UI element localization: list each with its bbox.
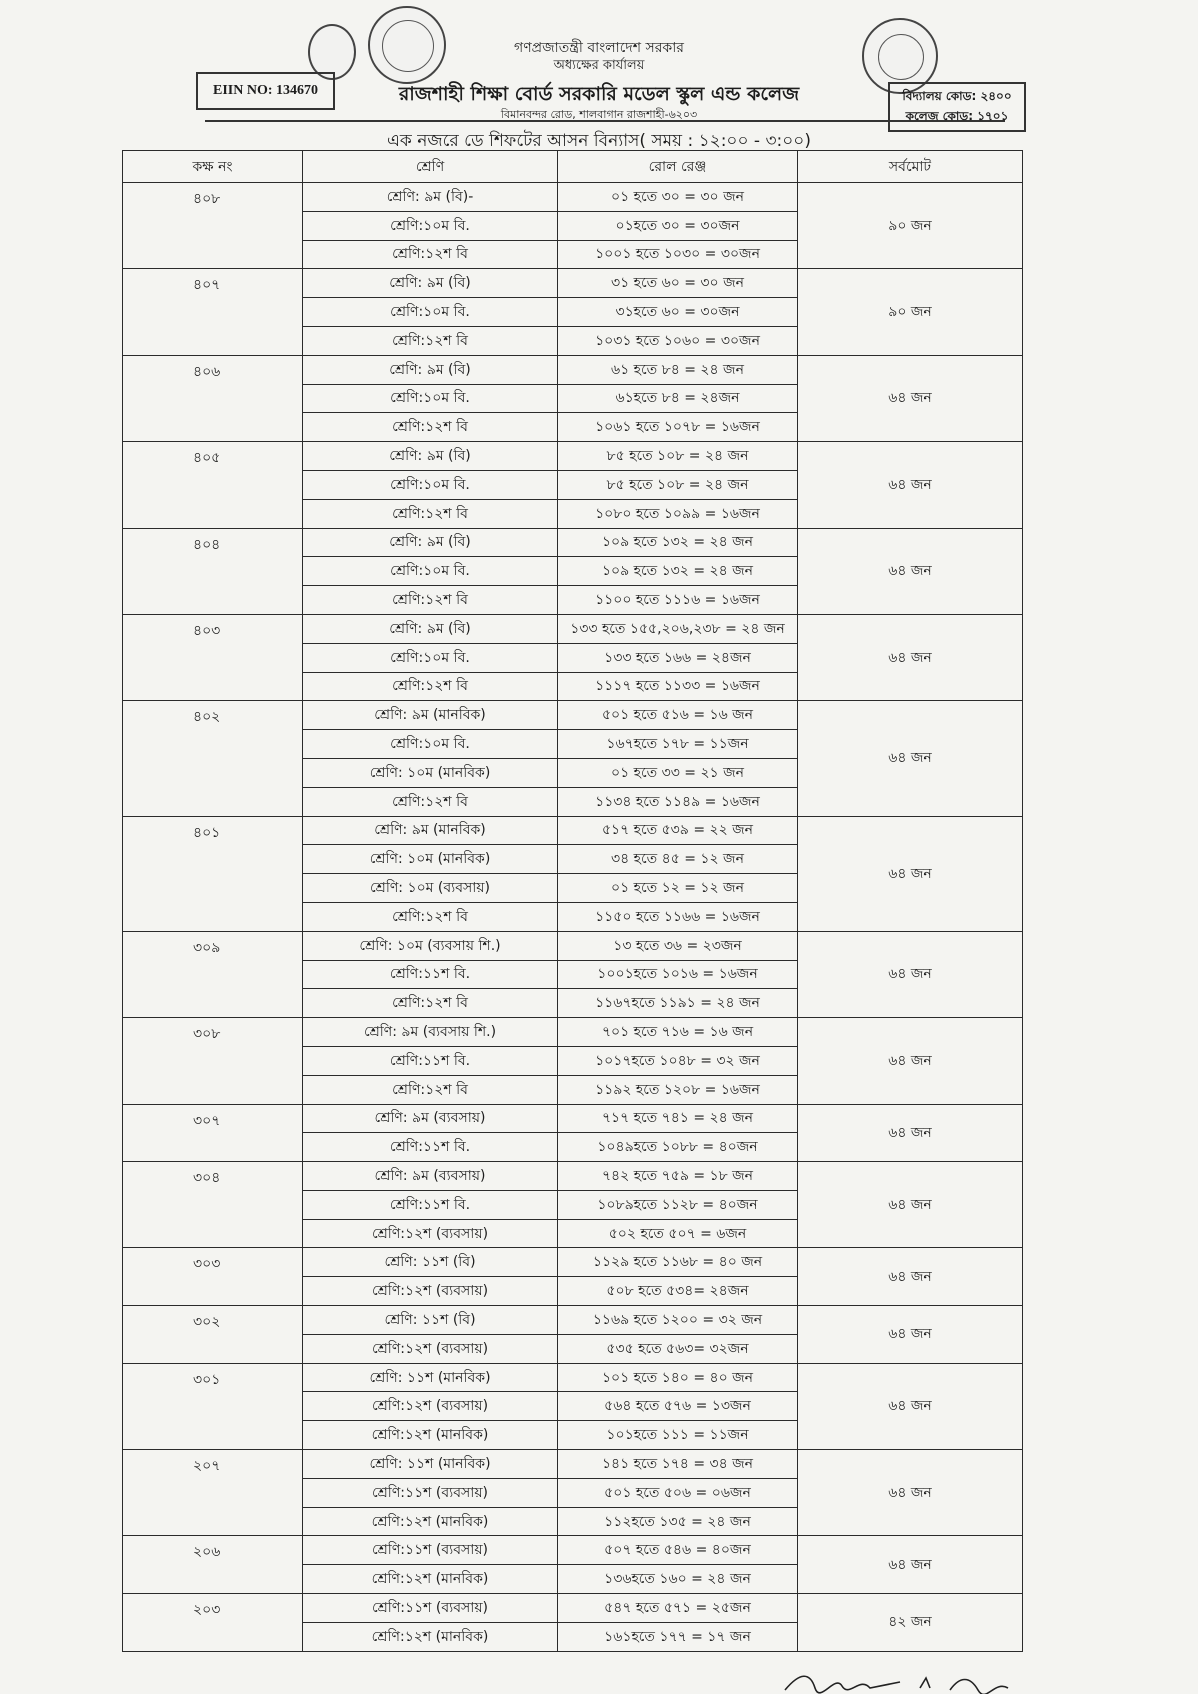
- class-cell: শ্রেণি:১২শ বি: [303, 326, 558, 355]
- page-title: এক নজরে ডে শিফটের আসন বিন্যাস( সময় : ১২:০০ - ৩:০০): [387, 131, 811, 151]
- table-row: [123, 1363, 1023, 1392]
- class-cell: শ্রেণি:১১শ বি.: [303, 1133, 558, 1162]
- roll-range-cell: ৫৪৭ হতে ৫৭১ = ২৫জন: [558, 1594, 798, 1623]
- class-cell: শ্রেণি: ৯ম (ব্যবসায় শি.): [303, 1018, 558, 1047]
- room-number: ৪০৬: [123, 355, 303, 441]
- table-row: [123, 528, 1023, 557]
- total-cell: ৬৪ জন: [798, 1450, 1023, 1536]
- roll-range-cell: ১০৯ হতে ১৩২ = ২৪ জন: [558, 557, 798, 586]
- roll-range-cell: ১০৮৯হতে ১১২৮ = ৪০জন: [558, 1190, 798, 1219]
- class-cell: শ্রেণি: ১০ম (মানবিক): [303, 845, 558, 874]
- class-cell: শ্রেণি: ৯ম (বি): [303, 614, 558, 643]
- table-row: [123, 1450, 1023, 1479]
- roll-range-cell: ০১হতে ৩০ = ৩০জন: [558, 211, 798, 240]
- table-row: [123, 269, 1023, 298]
- class-cell: শ্রেণি: ৯ম (মানবিক): [303, 701, 558, 730]
- class-cell: শ্রেণি:১১শ (ব্যবসায়): [303, 1478, 558, 1507]
- roll-range-cell: ৩৪ হতে ৪৫ = ১২ জন: [558, 845, 798, 874]
- office-name: অধ্যক্ষের কার্যালয়: [553, 58, 645, 73]
- total-cell: ৬৪ জন: [798, 1162, 1023, 1248]
- total-cell: ৪২ জন: [798, 1594, 1023, 1652]
- class-cell: শ্রেণি: ১০ম (মানবিক): [303, 758, 558, 787]
- total-cell: ৬৪ জন: [798, 1104, 1023, 1162]
- total-cell: ৬৪ জন: [798, 1306, 1023, 1364]
- room-number: ৩০৯: [123, 931, 303, 1017]
- roll-range-cell: ১১১৭ হতে ১১৩৩ = ১৬জন: [558, 672, 798, 701]
- roll-range-cell: ১০৩১ হতে ১০৬০ = ৩০জন: [558, 326, 798, 355]
- roll-range-cell: ১০৬১ হতে ১০৭৮ = ১৬জন: [558, 413, 798, 442]
- room-number: ৪০২: [123, 701, 303, 816]
- roll-range-cell: ১৪১ হতে ১৭৪ = ৩৪ জন: [558, 1450, 798, 1479]
- class-cell: শ্রেণি:১১শ বি.: [303, 1190, 558, 1219]
- table-row: [123, 614, 1023, 643]
- total-cell: ৬৪ জন: [798, 442, 1023, 528]
- room-number: ৪০১: [123, 816, 303, 931]
- class-cell: শ্রেণি:১২শ বি: [303, 902, 558, 931]
- class-cell: শ্রেণি:১২শ (মানবিক): [303, 1421, 558, 1450]
- class-cell: শ্রেণি: ১১শ (মানবিক): [303, 1363, 558, 1392]
- room-number: ৪০৭: [123, 269, 303, 355]
- roll-range-cell: ১৩৬হতে ১৬০ = ২৪ জন: [558, 1565, 798, 1594]
- header-divider: [205, 120, 1005, 122]
- room-number: ৪০৫: [123, 442, 303, 528]
- total-cell: ৬৪ জন: [798, 355, 1023, 441]
- roll-range-cell: ১৩৩ হতে ১৬৬ = ২৪জন: [558, 643, 798, 672]
- table-row: [123, 931, 1023, 960]
- class-cell: শ্রেণি:১০ম বি.: [303, 557, 558, 586]
- total-cell: ৬৪ জন: [798, 816, 1023, 931]
- roll-range-cell: ১৩৩ হতে ১৫৫,২০৬,২৩৮ = ২৪ জন: [558, 614, 798, 643]
- class-cell: শ্রেণি:১২শ (ব্যবসায়): [303, 1392, 558, 1421]
- class-cell: শ্রেণি:১০ম বি.: [303, 211, 558, 240]
- class-cell: শ্রেণি: ১১শ (বি): [303, 1306, 558, 1335]
- total-cell: ৬৪ জন: [798, 1536, 1023, 1594]
- roll-range-cell: ৬১ হতে ৮৪ = ২৪ জন: [558, 355, 798, 384]
- roll-range-cell: ৫০৭ হতে ৫৪৬ = ৪০জন: [558, 1536, 798, 1565]
- roll-range-cell: ১০১৭হতে ১০৪৮ = ৩২ জন: [558, 1046, 798, 1075]
- class-cell: শ্রেণি:১১শ বি.: [303, 1046, 558, 1075]
- code-box: [888, 82, 1026, 132]
- eiin-number: EIIN NO: 134670: [196, 72, 335, 110]
- roll-range-cell: ৫০৮ হতে ৫৩৪= ২৪জন: [558, 1277, 798, 1306]
- class-cell: শ্রেণি:১২শ (মানবিক): [303, 1622, 558, 1651]
- room-number: ৩০৪: [123, 1162, 303, 1248]
- class-cell: শ্রেণি: ১০ম (ব্যবসায় শি.): [303, 931, 558, 960]
- total-cell: ৬৪ জন: [798, 1363, 1023, 1449]
- roll-range-cell: ৭১৭ হতে ৭৪১ = ২৪ জন: [558, 1104, 798, 1133]
- roll-range-cell: ০১ হতে ৩০ = ৩০ জন: [558, 183, 798, 212]
- class-cell: শ্রেণি: ১০ম (ব্যবসায়): [303, 874, 558, 903]
- room-number: ৪০৮: [123, 183, 303, 269]
- class-cell: শ্রেণি:১০ম বি.: [303, 730, 558, 759]
- class-cell: শ্রেণি:১২শ বি: [303, 499, 558, 528]
- roll-range-cell: ৩১হতে ৬০ = ৩০জন: [558, 298, 798, 327]
- total-cell: ৬৪ জন: [798, 1018, 1023, 1104]
- seat-plan-table: [122, 150, 1023, 1652]
- total-cell: ৬৪ জন: [798, 931, 1023, 1017]
- class-cell: শ্রেণি: ৯ম (মানবিক): [303, 816, 558, 845]
- class-cell: শ্রেণি:১২শ (ব্যবসায়): [303, 1277, 558, 1306]
- room-number: ২০৩: [123, 1594, 303, 1652]
- roll-range-cell: ৫৬৪ হতে ৫৭৬ = ১৩জন: [558, 1392, 798, 1421]
- roll-range-cell: ১৩ হতে ৩৬ = ২৩জন: [558, 931, 798, 960]
- room-number: ২০৭: [123, 1450, 303, 1536]
- table-row: [123, 701, 1023, 730]
- class-cell: শ্রেণি:১২শ বি: [303, 586, 558, 615]
- header-roll-range: রোল রেঞ্জ: [558, 151, 798, 183]
- roll-range-cell: ১০৪৯হতে ১০৮৮ = ৪০জন: [558, 1133, 798, 1162]
- table-row: [123, 183, 1023, 212]
- class-cell: শ্রেণি:১০ম বি.: [303, 643, 558, 672]
- roll-range-cell: ৭৪২ হতে ৭৫৯ = ১৮ জন: [558, 1162, 798, 1191]
- class-cell: শ্রেণি:১১শ (ব্যবসায়): [303, 1594, 558, 1623]
- total-cell: ৬৪ জন: [798, 614, 1023, 700]
- school-code: বিদ্যালয় কোড: ২৪০০: [902, 89, 1012, 103]
- roll-range-cell: ৫১৭ হতে ৫৩৯ = ২২ জন: [558, 816, 798, 845]
- roll-range-cell: ৮৫ হতে ১০৮ = ২৪ জন: [558, 470, 798, 499]
- class-cell: শ্রেণি: ৯ম (বি): [303, 269, 558, 298]
- roll-range-cell: ১৬৭হতে ১৭৮ = ১১জন: [558, 730, 798, 759]
- table-header-row: [123, 151, 1023, 183]
- roll-range-cell: ১০৯ হতে ১৩২ = ২৪ জন: [558, 528, 798, 557]
- class-cell: শ্রেণি:১২শ (মানবিক): [303, 1507, 558, 1536]
- institution-name: রাজশাহী শিক্ষা বোর্ড সরকারি মডেল স্কুল এন্ড কলেজ: [398, 83, 800, 105]
- class-cell: শ্রেণি:১২শ (ব্যবসায়): [303, 1219, 558, 1248]
- roll-range-cell: ৫৩৫ হতে ৫৬৩= ৩২জন: [558, 1334, 798, 1363]
- total-cell: ৯০ জন: [798, 183, 1023, 269]
- class-cell: শ্রেণি: ১১শ (বি): [303, 1248, 558, 1277]
- table-row: [123, 1248, 1023, 1277]
- total-cell: ৬৪ জন: [798, 528, 1023, 614]
- government-name: গণপ্রজাতন্ত্রী বাংলাদেশ সরকার: [514, 40, 684, 56]
- roll-range-cell: ১১৬৭হতে ১১৯১ = ২৪ জন: [558, 989, 798, 1018]
- roll-range-cell: ১৬১হতে ১৭৭ = ১৭ জন: [558, 1622, 798, 1651]
- class-cell: শ্রেণি:১২শ বি: [303, 1075, 558, 1104]
- table-row: [123, 1018, 1023, 1047]
- class-cell: শ্রেণি: ৯ম (ব্যবসায়): [303, 1104, 558, 1133]
- class-cell: শ্রেণি: ৯ম (বি): [303, 442, 558, 471]
- header-class: শ্রেণি: [303, 151, 558, 183]
- seat-plan-body: [123, 183, 1023, 1652]
- class-cell: শ্রেণি:১০ম বি.: [303, 384, 558, 413]
- class-cell: শ্রেণি: ৯ম (ব্যবসায়): [303, 1162, 558, 1191]
- room-number: ৩০৭: [123, 1104, 303, 1162]
- roll-range-cell: ১০১ হতে ১৪০ = ৪০ জন: [558, 1363, 798, 1392]
- table-row: [123, 442, 1023, 471]
- room-number: ৩০৩: [123, 1248, 303, 1306]
- roll-range-cell: ১০৮০ হতে ১০৯৯ = ১৬জন: [558, 499, 798, 528]
- class-cell: শ্রেণি:১০ম বি.: [303, 470, 558, 499]
- room-number: ৪০৪: [123, 528, 303, 614]
- class-cell: শ্রেণি:১২শ (মানবিক): [303, 1565, 558, 1594]
- class-cell: শ্রেণি: ৯ম (বি)-: [303, 183, 558, 212]
- table-row: [123, 1594, 1023, 1623]
- roll-range-cell: ১০০১ হতে ১০৩০ = ৩০জন: [558, 240, 798, 269]
- roll-range-cell: ০১ হতে ১২ = ১২ জন: [558, 874, 798, 903]
- roll-range-cell: ১১২হতে ১৩৫ = ২৪ জন: [558, 1507, 798, 1536]
- class-cell: শ্রেণি:১১শ বি.: [303, 960, 558, 989]
- roll-range-cell: ৮৫ হতে ১০৮ = ২৪ জন: [558, 442, 798, 471]
- roll-range-cell: ১১৩৪ হতে ১১৪৯ = ১৬জন: [558, 787, 798, 816]
- table-row: [123, 1162, 1023, 1191]
- class-cell: শ্রেণি:১২শ বি: [303, 989, 558, 1018]
- table-row: [123, 355, 1023, 384]
- total-cell: ৬৪ জন: [798, 701, 1023, 816]
- room-number: ৩০৮: [123, 1018, 303, 1104]
- roll-range-cell: ৫০১ হতে ৫১৬ = ১৬ জন: [558, 701, 798, 730]
- table-row: [123, 1536, 1023, 1565]
- class-cell: শ্রেণি: ৯ম (বি): [303, 528, 558, 557]
- class-cell: শ্রেণি:১২শ বি: [303, 413, 558, 442]
- table-row: [123, 1306, 1023, 1335]
- total-cell: ৬৪ জন: [798, 1248, 1023, 1306]
- signature: [780, 1668, 1040, 1694]
- header-total: সর্বমোট: [798, 151, 1023, 183]
- roll-range-cell: ৬১হতে ৮৪ = ২৪জন: [558, 384, 798, 413]
- roll-range-cell: ৫০১ হতে ৫০৬ = ০৬জন: [558, 1478, 798, 1507]
- class-cell: শ্রেণি: ৯ম (বি): [303, 355, 558, 384]
- institution-address: বিমানবন্দর রোড, শালবাগান রাজশাহী-৬২০৩: [500, 108, 698, 121]
- roll-range-cell: ১১৫০ হতে ১১৬৬ = ১৬জন: [558, 902, 798, 931]
- roll-range-cell: ৫০২ হতে ৫০৭ = ৬জন: [558, 1219, 798, 1248]
- room-number: ৪০৩: [123, 614, 303, 700]
- roll-range-cell: ১১৯২ হতে ১২০৮ = ১৬জন: [558, 1075, 798, 1104]
- class-cell: শ্রেণি:১২শ বি: [303, 240, 558, 269]
- room-number: ৩০২: [123, 1306, 303, 1364]
- roll-range-cell: ০১ হতে ৩৩ = ২১ জন: [558, 758, 798, 787]
- class-cell: শ্রেণি:১২শ বি: [303, 787, 558, 816]
- table-row: [123, 1104, 1023, 1133]
- class-cell: শ্রেণি:১২শ বি: [303, 672, 558, 701]
- class-cell: শ্রেণি: ১১শ (মানবিক): [303, 1450, 558, 1479]
- roll-range-cell: ৩১ হতে ৬০ = ৩০ জন: [558, 269, 798, 298]
- room-number: ২০৬: [123, 1536, 303, 1594]
- roll-range-cell: ১১৬৯ হতে ১২০০ = ৩২ জন: [558, 1306, 798, 1335]
- roll-range-cell: ১০১হতে ১১১ = ১১জন: [558, 1421, 798, 1450]
- roll-range-cell: ১১২৯ হতে ১১৬৮ = ৪০ জন: [558, 1248, 798, 1277]
- roll-range-cell: ১১০০ হতে ১১১৬ = ১৬জন: [558, 586, 798, 615]
- class-cell: শ্রেণি:১১শ (ব্যবসায়): [303, 1536, 558, 1565]
- college-code: কলেজ কোড: ১৭০১: [905, 109, 1009, 123]
- class-cell: শ্রেণি:১২শ (ব্যবসায়): [303, 1334, 558, 1363]
- class-cell: শ্রেণি:১০ম বি.: [303, 298, 558, 327]
- table-row: [123, 816, 1023, 845]
- roll-range-cell: ১০০১হতে ১০১৬ = ১৬জন: [558, 960, 798, 989]
- header-room: কক্ষ নং: [123, 151, 303, 183]
- room-number: ৩০১: [123, 1363, 303, 1449]
- total-cell: ৯০ জন: [798, 269, 1023, 355]
- roll-range-cell: ৭০১ হতে ৭১৬ = ১৬ জন: [558, 1018, 798, 1047]
